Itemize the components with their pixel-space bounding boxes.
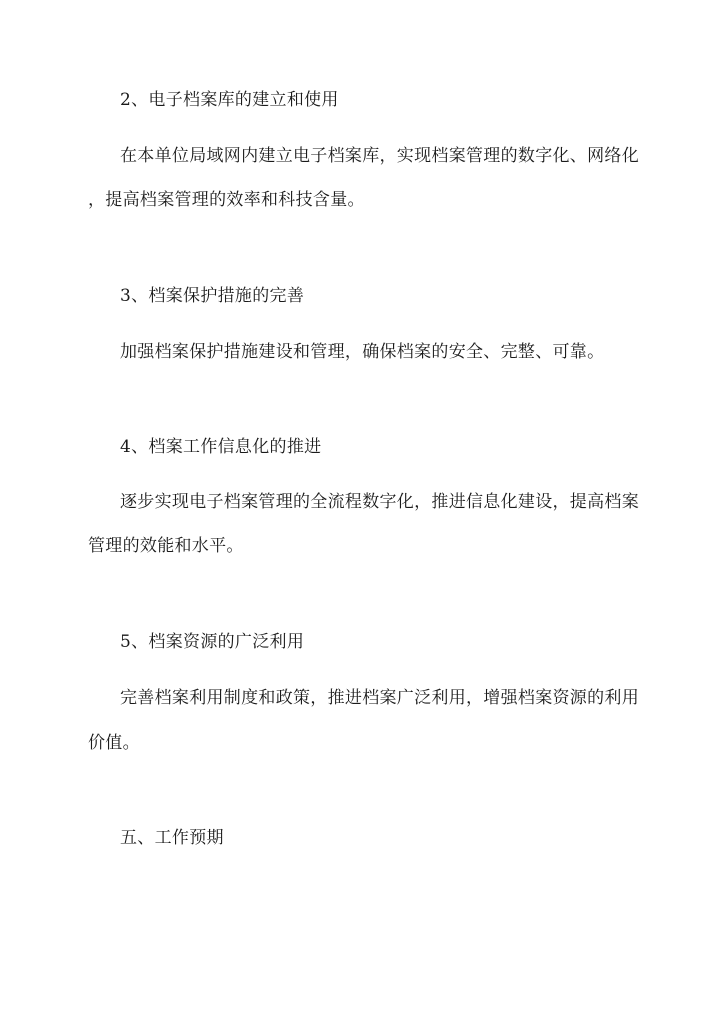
section-heading: 4、档案工作信息化的推进 bbox=[120, 437, 322, 457]
paragraph-line: 在本单位局域网内建立电子档案库，实现档案管理的数字化、网络化 bbox=[120, 146, 639, 166]
paragraph-line: ，提高档案管理的效率和科技含量。 bbox=[88, 190, 365, 210]
paragraph-line: 完善档案利用制度和政策，推进档案广泛利用，增强档案资源的利用 bbox=[120, 688, 639, 708]
section-heading: 5、档案资源的广泛利用 bbox=[120, 632, 305, 652]
chapter-heading: 五、工作预期 bbox=[120, 828, 224, 848]
paragraph-line: 逐步实现电子档案管理的全流程数字化，推进信息化建设，提高档案 bbox=[120, 492, 639, 512]
paragraph-line: 加强档案保护措施建设和管理，确保档案的安全、完整、可靠。 bbox=[120, 342, 605, 362]
paragraph-line: 管理的效能和水平。 bbox=[88, 536, 244, 556]
section-heading: 2、电子档案库的建立和使用 bbox=[120, 90, 339, 110]
paragraph-line: 价值。 bbox=[88, 733, 140, 753]
section-heading: 3、档案保护措施的完善 bbox=[120, 286, 305, 306]
